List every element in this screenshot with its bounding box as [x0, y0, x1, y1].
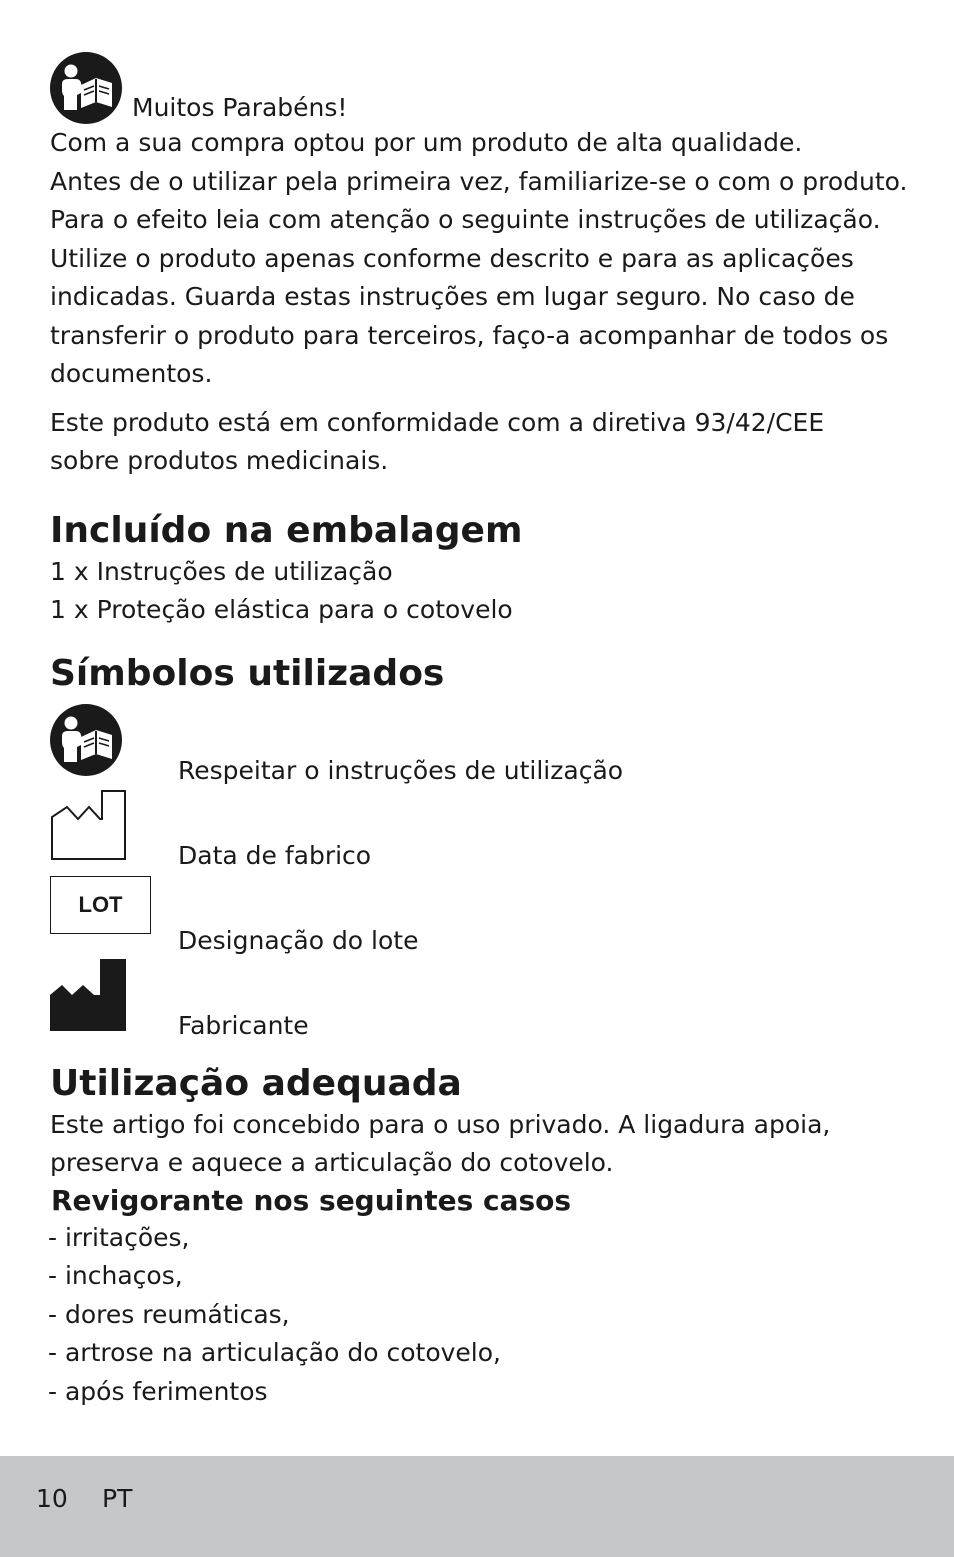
intro-header — [50, 52, 910, 124]
list-item: - dores reumáticas, — [48, 1296, 910, 1335]
package-item: 1 x Proteção elástica para o cotovelo — [50, 595, 513, 624]
page-footer — [0, 1456, 954, 1557]
usage-heading: Utilização adequada — [50, 1062, 462, 1104]
intro-line: Antes de o utilizar pela primeira vez, familiarize-se o com o produto. — [50, 166, 908, 196]
usage-subheading: Revigorante nos seguintes casos — [51, 1183, 572, 1217]
lot-icon: LOT — [50, 876, 151, 934]
symbol-label: Designação do lote — [178, 925, 419, 955]
manufacture-date-icon — [50, 789, 128, 861]
conformity-line: Este produto está em conformidade com a diretiva 93/42/CEE — [50, 407, 825, 437]
conformity-paragraph — [50, 404, 910, 481]
symbol-row — [50, 704, 910, 789]
usage-line: Este artigo foi concebido para o uso privado. A ligadura apoia, — [50, 1109, 831, 1139]
cases-list — [48, 1219, 910, 1412]
list-item: - inchaços, — [48, 1257, 910, 1296]
read-instructions-icon — [50, 704, 122, 776]
symbol-row — [50, 874, 910, 959]
package-heading: Incluído na embalagem — [50, 509, 523, 551]
intro-line: transferir o produto para terceiros, faço-a acompanhar de todos os — [50, 320, 889, 350]
greeting: Muitos Parabéns! — [132, 93, 348, 122]
page-number: 10 — [36, 1484, 68, 1513]
intro-line: Utilize o produto apenas conforme descrito e para as aplicações — [50, 243, 854, 273]
symbols-heading: Símbolos utilizados — [50, 652, 445, 694]
intro-line: indicadas. Guarda estas instruções em lugar seguro. No caso de — [50, 282, 855, 311]
symbol-label: Data de fabrico — [178, 840, 372, 870]
intro-line: Para o efeito leia com atenção o seguinte instruções de utilização. — [50, 205, 881, 234]
list-item: - artrose na articulação do cotovelo, — [48, 1334, 910, 1373]
intro-line: Com a sua compra optou por um produto de alta qualidade. — [50, 128, 803, 157]
symbol-row — [50, 789, 910, 874]
symbol-label: Respeitar o instruções de utilização — [178, 755, 624, 785]
usage-line: preserva e aquece a articulação do cotovelo. — [50, 1148, 614, 1177]
read-instructions-icon — [50, 52, 122, 124]
symbol-row — [50, 959, 910, 1044]
conformity-line: sobre produtos medicinais. — [50, 446, 389, 475]
intro-line: documentos. — [50, 359, 213, 388]
language-code: PT — [102, 1484, 133, 1513]
list-item: - após ferimentos — [48, 1373, 910, 1412]
symbol-label: Fabricante — [178, 1010, 309, 1040]
manufacturer-icon — [50, 959, 128, 1031]
intro-paragraph — [50, 124, 910, 394]
package-item: 1 x Instruções de utilização — [50, 556, 393, 586]
list-item: - irritações, — [48, 1219, 910, 1258]
page-content — [50, 52, 910, 1411]
